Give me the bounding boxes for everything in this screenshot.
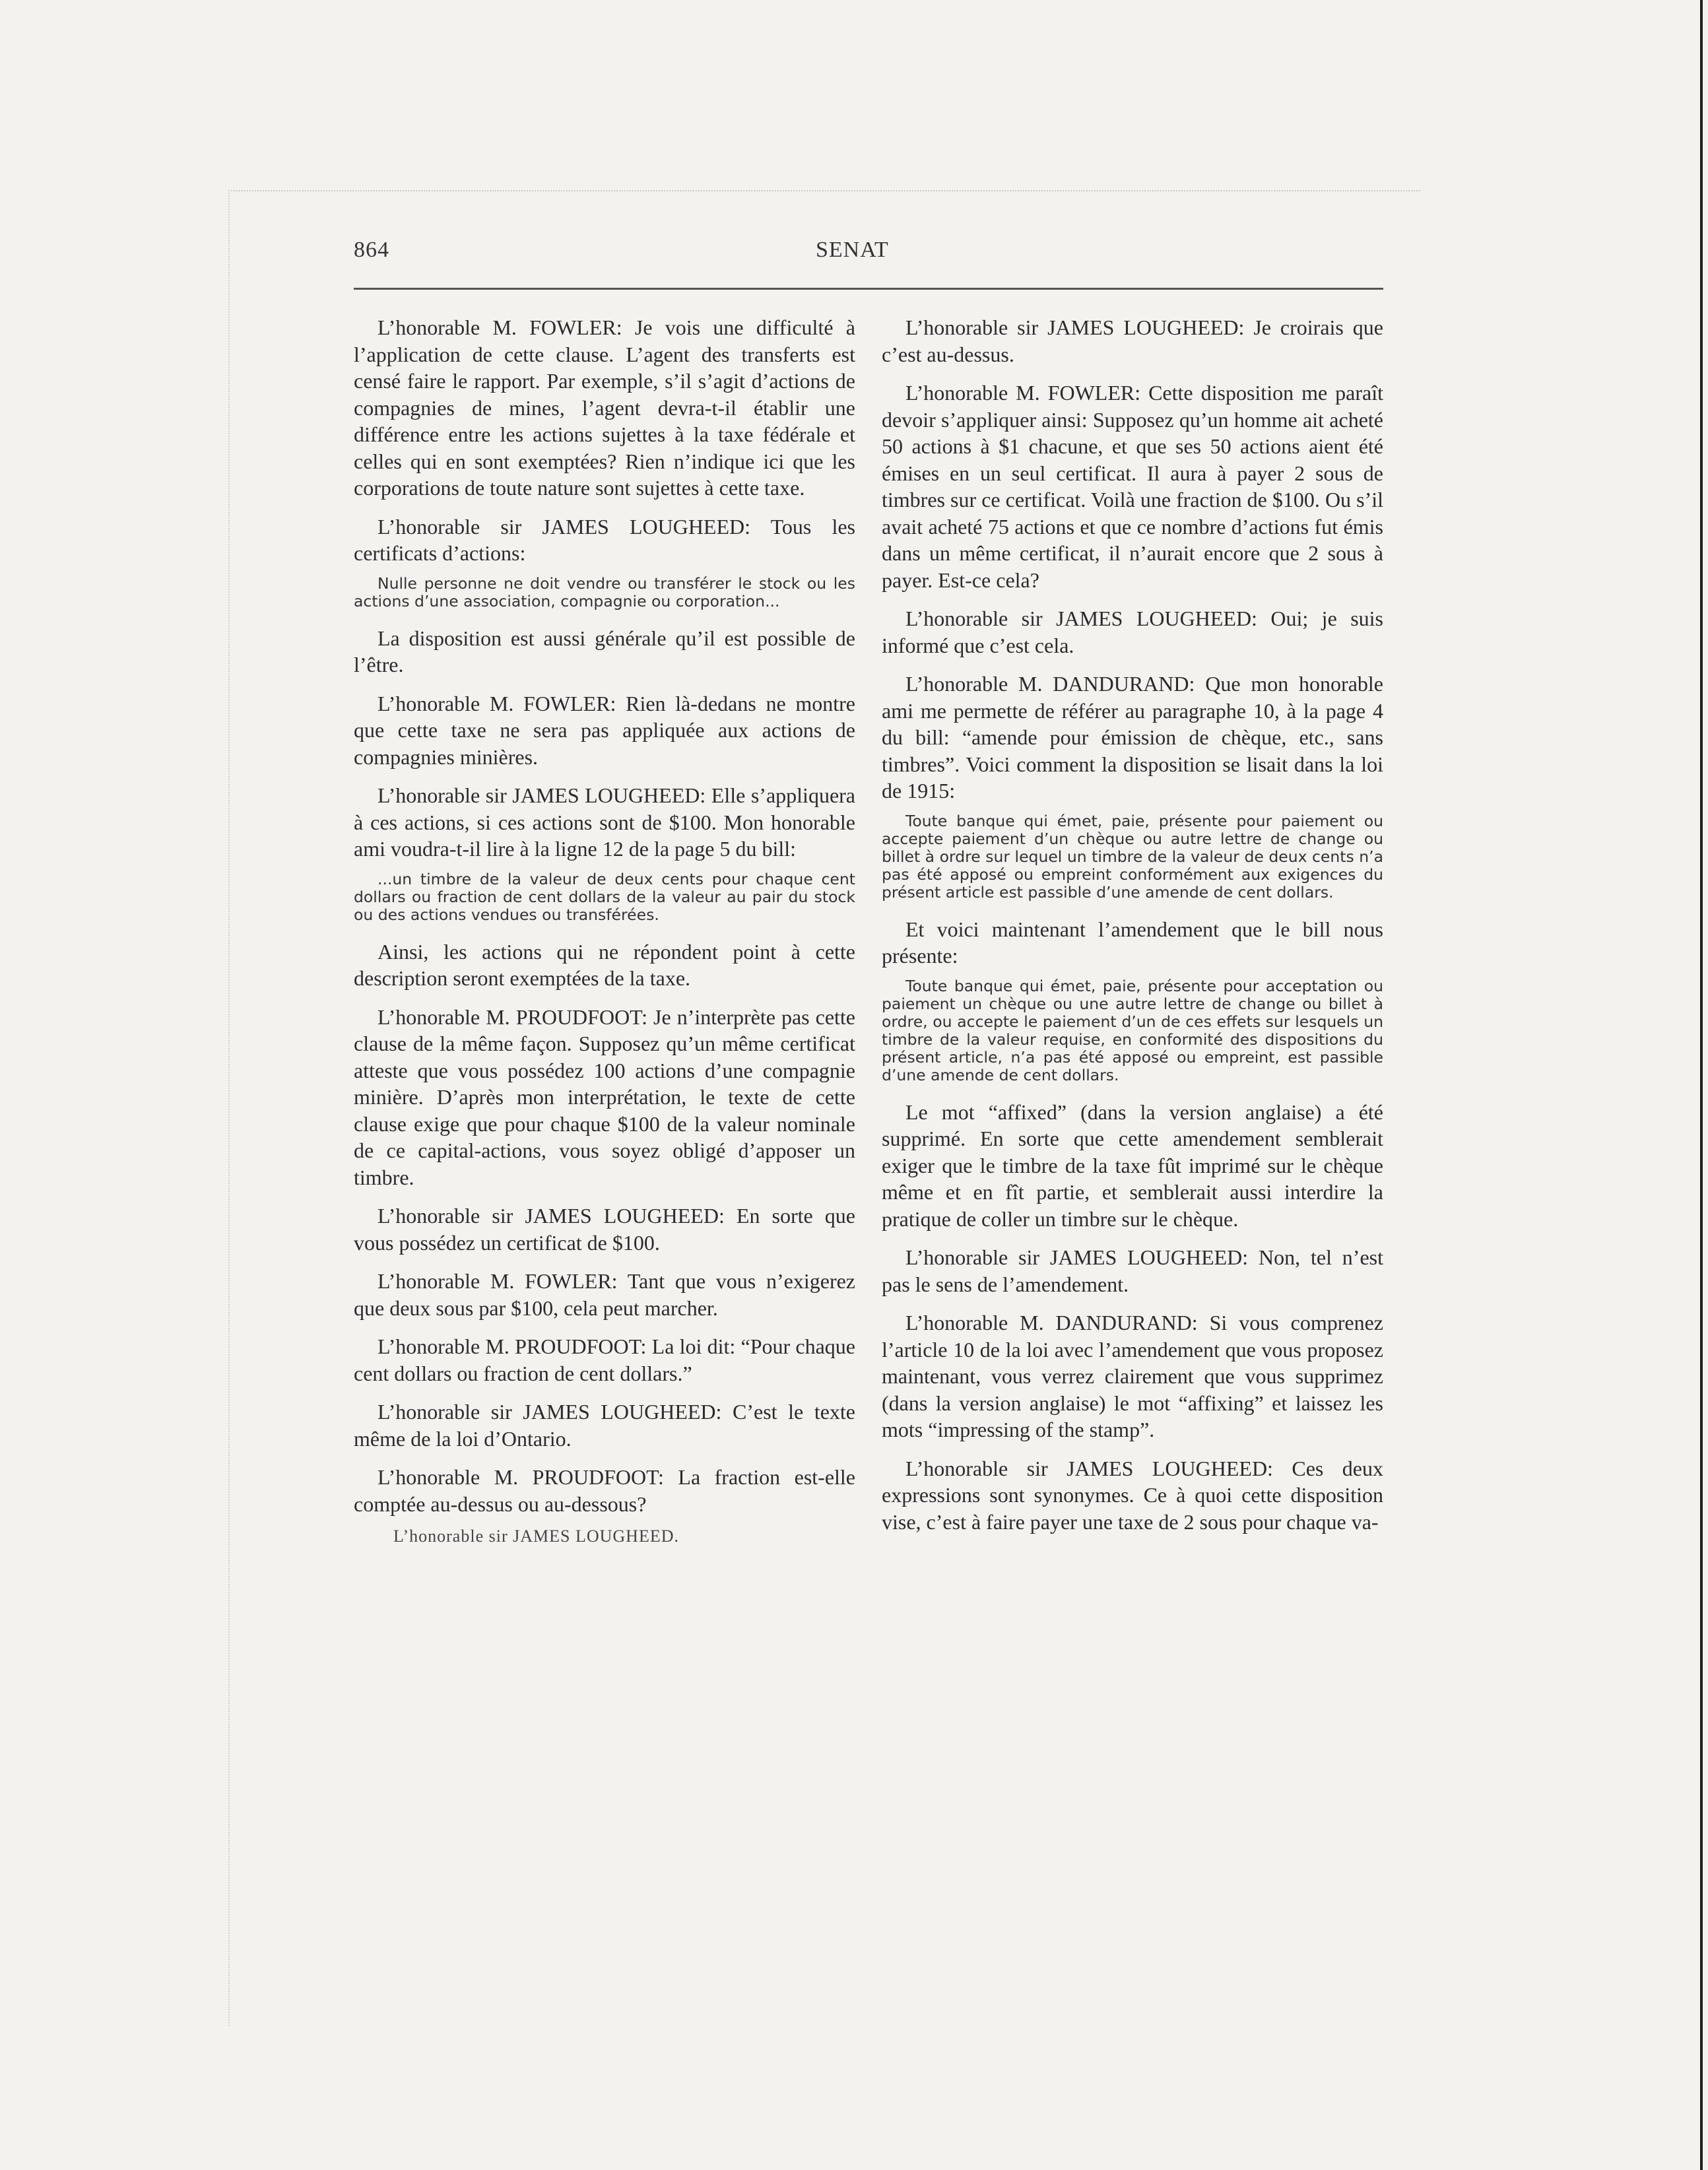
running-title: SENAT <box>816 238 889 262</box>
paragraph: L’honorable M. FOWLER: Je vois une difficulté à l’application de cette clause. L’agent des transferts est censé faire le rapport. Par exemple, s’il s’agit d’actions de compagnies de mines, l’agent devra-t-il établir une différence entre les actions sujettes à la taxe fédérale et celles qui en sont exemptées? Rien n’indique ici que les corporations de toute nature sont sujettes à cette taxe. <box>354 315 855 500</box>
paragraph: L’honorable M. DANDURAND: Que mon honorable ami me permette de référer au paragraphe 10, à la page 4 du bill: “amende pour émission de chèque, etc., sans timbres”. Voici comment la disposition se lisait dans la loi de 1915: <box>882 672 1383 803</box>
paragraph: Ainsi, les actions qui ne répondent point à cette description seront exemptées de la taxe. <box>354 939 855 990</box>
paragraph: L’honorable M. PROUDFOOT: Je n’interprète pas cette clause de la même façon. Supposez qu’un même certificat atteste que vous possédez 100 actions d’une compagnie minière. D’après mon interprétation, le texte de cette clause exige que pour chaque $100 de la valeur nominale de ce capital-actions, vous soyez obligé d’apposer un timbre. <box>354 1004 855 1189</box>
paragraph: L’honorable M. FOWLER: Cette disposition me paraît devoir s’appliquer ainsi: Supposez qu’un homme ait acheté 50 actions à $1 chacune, et que ses 50 actions aient été émises en un seul certificat. Il aura à payer 2 sous de timbres sur ce certificat. Voilà une fraction de $100. Ou s’il avait acheté 75 actions et que ce nombre d’actions fut émis dans un même certificat, il n’aurait encore que 2 sous à payer. Est-ce cela? <box>882 381 1383 592</box>
scan-edge <box>1700 0 1703 2170</box>
paragraph: L’honorable sir JAMES LOUGHEED: Non, tel n’est pas le sens de l’amendement. <box>882 1245 1383 1296</box>
paragraph: L’honorable sir JAMES LOUGHEED: C’est le texte même de la loi d’Ontario. <box>354 1400 855 1451</box>
paragraph: Et voici maintenant l’amendement que le bill nous présente: <box>882 917 1383 968</box>
paragraph: Le mot “affixed” (dans la version anglaise) a été supprimé. En sorte que cette amendement semblerait exiger que le timbre de la taxe fût imprimé sur le chèque même et en fît partie, et semblerait aussi interdire la pratique de coller un timbre sur le chèque. <box>882 1100 1383 1231</box>
header-rule <box>354 288 1383 290</box>
paragraph: L’honorable sir JAMES LOUGHEED: Elle s’appliquera à ces actions, si ces actions sont de $100. Mon honorable ami voudra-t-il lire à la ligne 12 de la page 5 du bill: <box>354 783 855 861</box>
paragraph: L’honorable M. DANDURAND: Si vous comprenez l’article 10 de la loi avec l’amendement que vous proposez maintenant, vous verrez clairement que vous supprimez (dans la version anglaise) le mot “affixing” et laissez les mots “impressing of the stamp”. <box>882 1311 1383 1441</box>
block-quote: Toute banque qui émet, paie, présente pour paiement ou accepte paiement d’un chèque ou autre lettre de change ou billet à ordre sur lequel un timbre de la valeur de deux cents n’a pas été apposé ou empreint conformément aux exigences du présent article est passible d’une amende de cent dollars. <box>882 811 1383 902</box>
paragraph: L’honorable sir JAMES LOUGHEED: Je croirais que c’est au-dessus. <box>882 315 1383 366</box>
paragraph: L’honorable M. PROUDFOOT: La fraction est-elle comptée au-dessus ou au-dessous? <box>354 1465 855 1516</box>
paragraph: La disposition est aussi générale qu’il est possible de l’être. <box>354 626 855 676</box>
paragraph: L’honorable M. FOWLER: Tant que vous n’exigerez que deux sous par $100, cela peut marcher. <box>354 1269 855 1320</box>
page-header <box>354 238 1383 277</box>
left-column <box>354 314 855 1546</box>
paragraph: L’honorable sir JAMES LOUGHEED: Oui; je suis informé que c’est cela. <box>882 607 1383 657</box>
paragraph: L’honorable M. FOWLER: Rien là-dedans ne montre que cette taxe ne sera pas appliquée aux actions de compagnies minières. <box>354 691 855 769</box>
right-column <box>882 314 1383 1547</box>
trailing-speaker-line: L’honorable sir JAMES LOUGHEED. <box>393 1527 679 1546</box>
block-quote: Toute banque qui émet, paie, présente pour acceptation ou paiement un chèque ou une autre lettre de change ou billet à ordre, ou accepte le paiement d’un de ces effets sur lesquels un timbre de la valeur requise, en conformité des dispositions du présent article, n’a pas été apposé ou empreint, est passible d’une amende de cent dollars. <box>882 976 1383 1084</box>
block-quote: Nulle personne ne doit vendre ou transférer le stock ou les actions d’une association, compagnie ou corporation... <box>354 574 855 610</box>
paragraph: L’honorable M. PROUDFOOT: La loi dit: “Pour chaque cent dollars ou fraction de cent dollars.” <box>354 1334 855 1385</box>
paragraph: L’honorable sir JAMES LOUGHEED: Tous les certificats d’actions: <box>354 514 855 565</box>
page-number: 864 <box>354 238 389 262</box>
paragraph: L’honorable sir JAMES LOUGHEED: Ces deux expressions sont synonymes. Ce à quoi cette disposition vise, c’est à faire payer une taxe de 2 sous pour chaque va- <box>882 1456 1383 1534</box>
block-quote: ...un timbre de la valeur de deux cents pour chaque cent dollars ou fraction de cent dollars de la valeur au pair du stock ou des actions vendues ou transférées. <box>354 869 855 924</box>
paragraph: L’honorable sir JAMES LOUGHEED: En sorte que vous possédez un certificat de $100. <box>354 1204 855 1255</box>
